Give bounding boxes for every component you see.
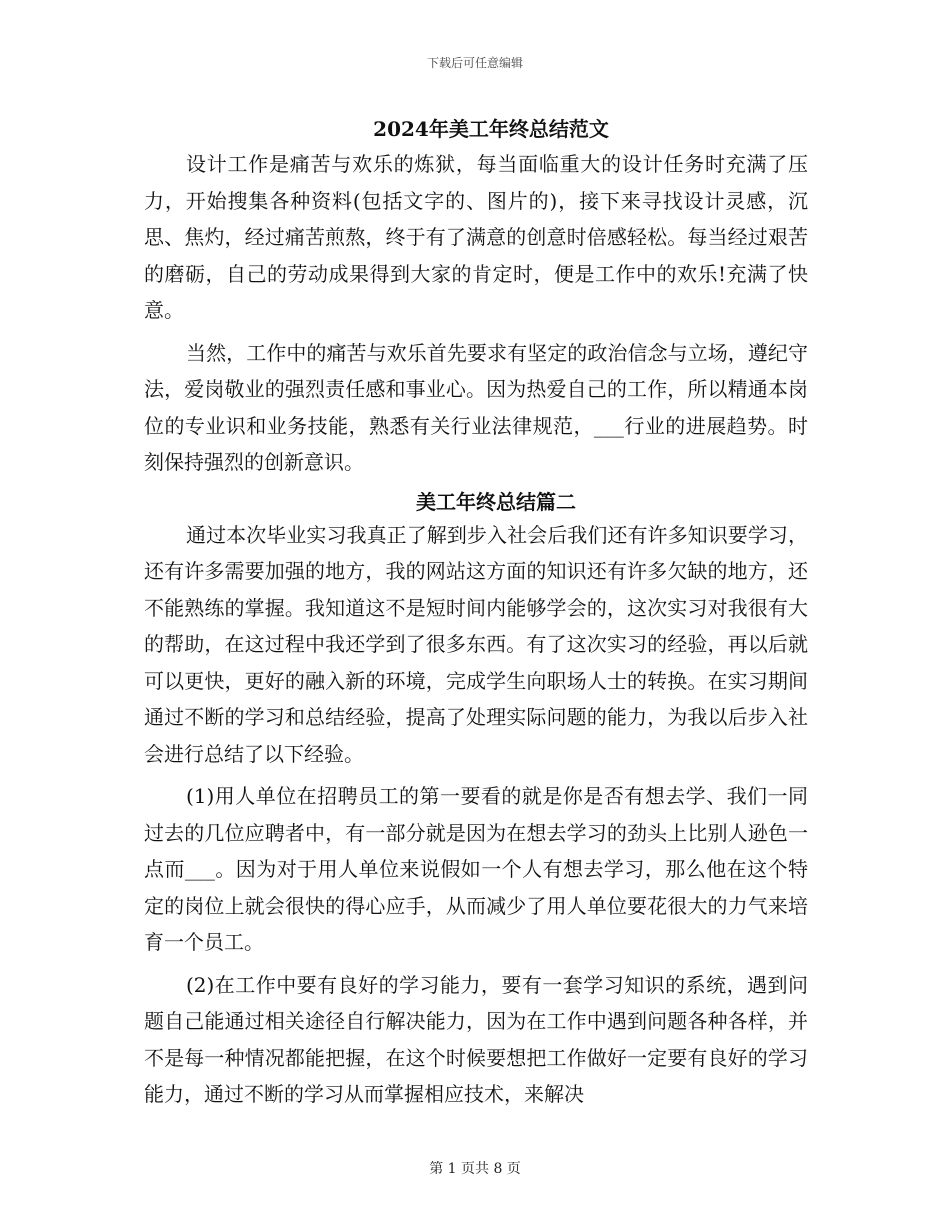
paragraph: (1)用人单位在招聘员工的第一要看的就是你是否有想去学、我们一同过去的几位应聘者中，有一部分就是因为在想去学习的劲头上比别人逊色一点而___。因为对于用人单位来说假如一个人有想去学习，那么他在这个特定的岗位上就会很快的得心应手，从而减少了用人单位要花很大的力气来培育一个员工。: [144, 784, 808, 954]
paragraph: 设计工作是痛苦与欢乐的炼狱，每当面临重大的设计任务时充满了压力，开始搜集各种资料(包括文字的、图片的)，接下来寻找设计灵感，沉思、焦灼，经过痛苦煎熬，终于有了满意的创意时倍感轻松。每当经过艰苦的磨砺，自己的劳动成果得到大家的肯定时，便是工作中的欢乐!充满了快意。: [144, 152, 808, 322]
page-footer: 第 1 页共 8 页: [429, 1161, 521, 1177]
section-title: 美工年终总结篇二: [416, 489, 576, 514]
document-body: [144, 114, 808, 1113]
paragraph: 当然，工作中的痛苦与欢乐首先要求有坚定的政治信念与立场，遵纪守法，爱岗敬业的强烈责任感和事业心。因为热爱自己的工作，所以精通本岗位的专业识和业务技能，熟悉有关行业法律规范，___行业的进展趋势。时刻保持强烈的创新意识。: [144, 340, 808, 474]
paragraph: (2)在工作中要有良好的学习能力，要有一套学习知识的系统，遇到问题自己能通过相关途径自行解决能力，因为在工作中遇到问题各种各样，并不是每一种情况都能把握，在这个时候要想把工作做好一定要有良好的学习能力，通过不断的学习从而掌握相应技术，来解决: [144, 972, 808, 1106]
page-header: 下载后可任意编辑: [426, 56, 523, 70]
paragraph: 通过本次毕业实习我真正了解到步入社会后我们还有许多知识要学习，还有许多需要加强的地方，我的网站这方面的知识还有许多欠缺的地方，还不能熟练的掌握。我知道这不是短时间内能够学会的，这次实习对我很有大的帮助，在这过程中我还学到了很多东西。有了这次实习的经验，再以后就可以更快，更好的融入新的环境，完成学生向职场人士的转换。在实习期间通过不断的学习和总结经验，提高了处理实际问题的能力，为我以后步入社会进行总结了以下经验。: [144, 522, 808, 766]
document-title: 2024年美工年终总结范文: [373, 117, 609, 141]
